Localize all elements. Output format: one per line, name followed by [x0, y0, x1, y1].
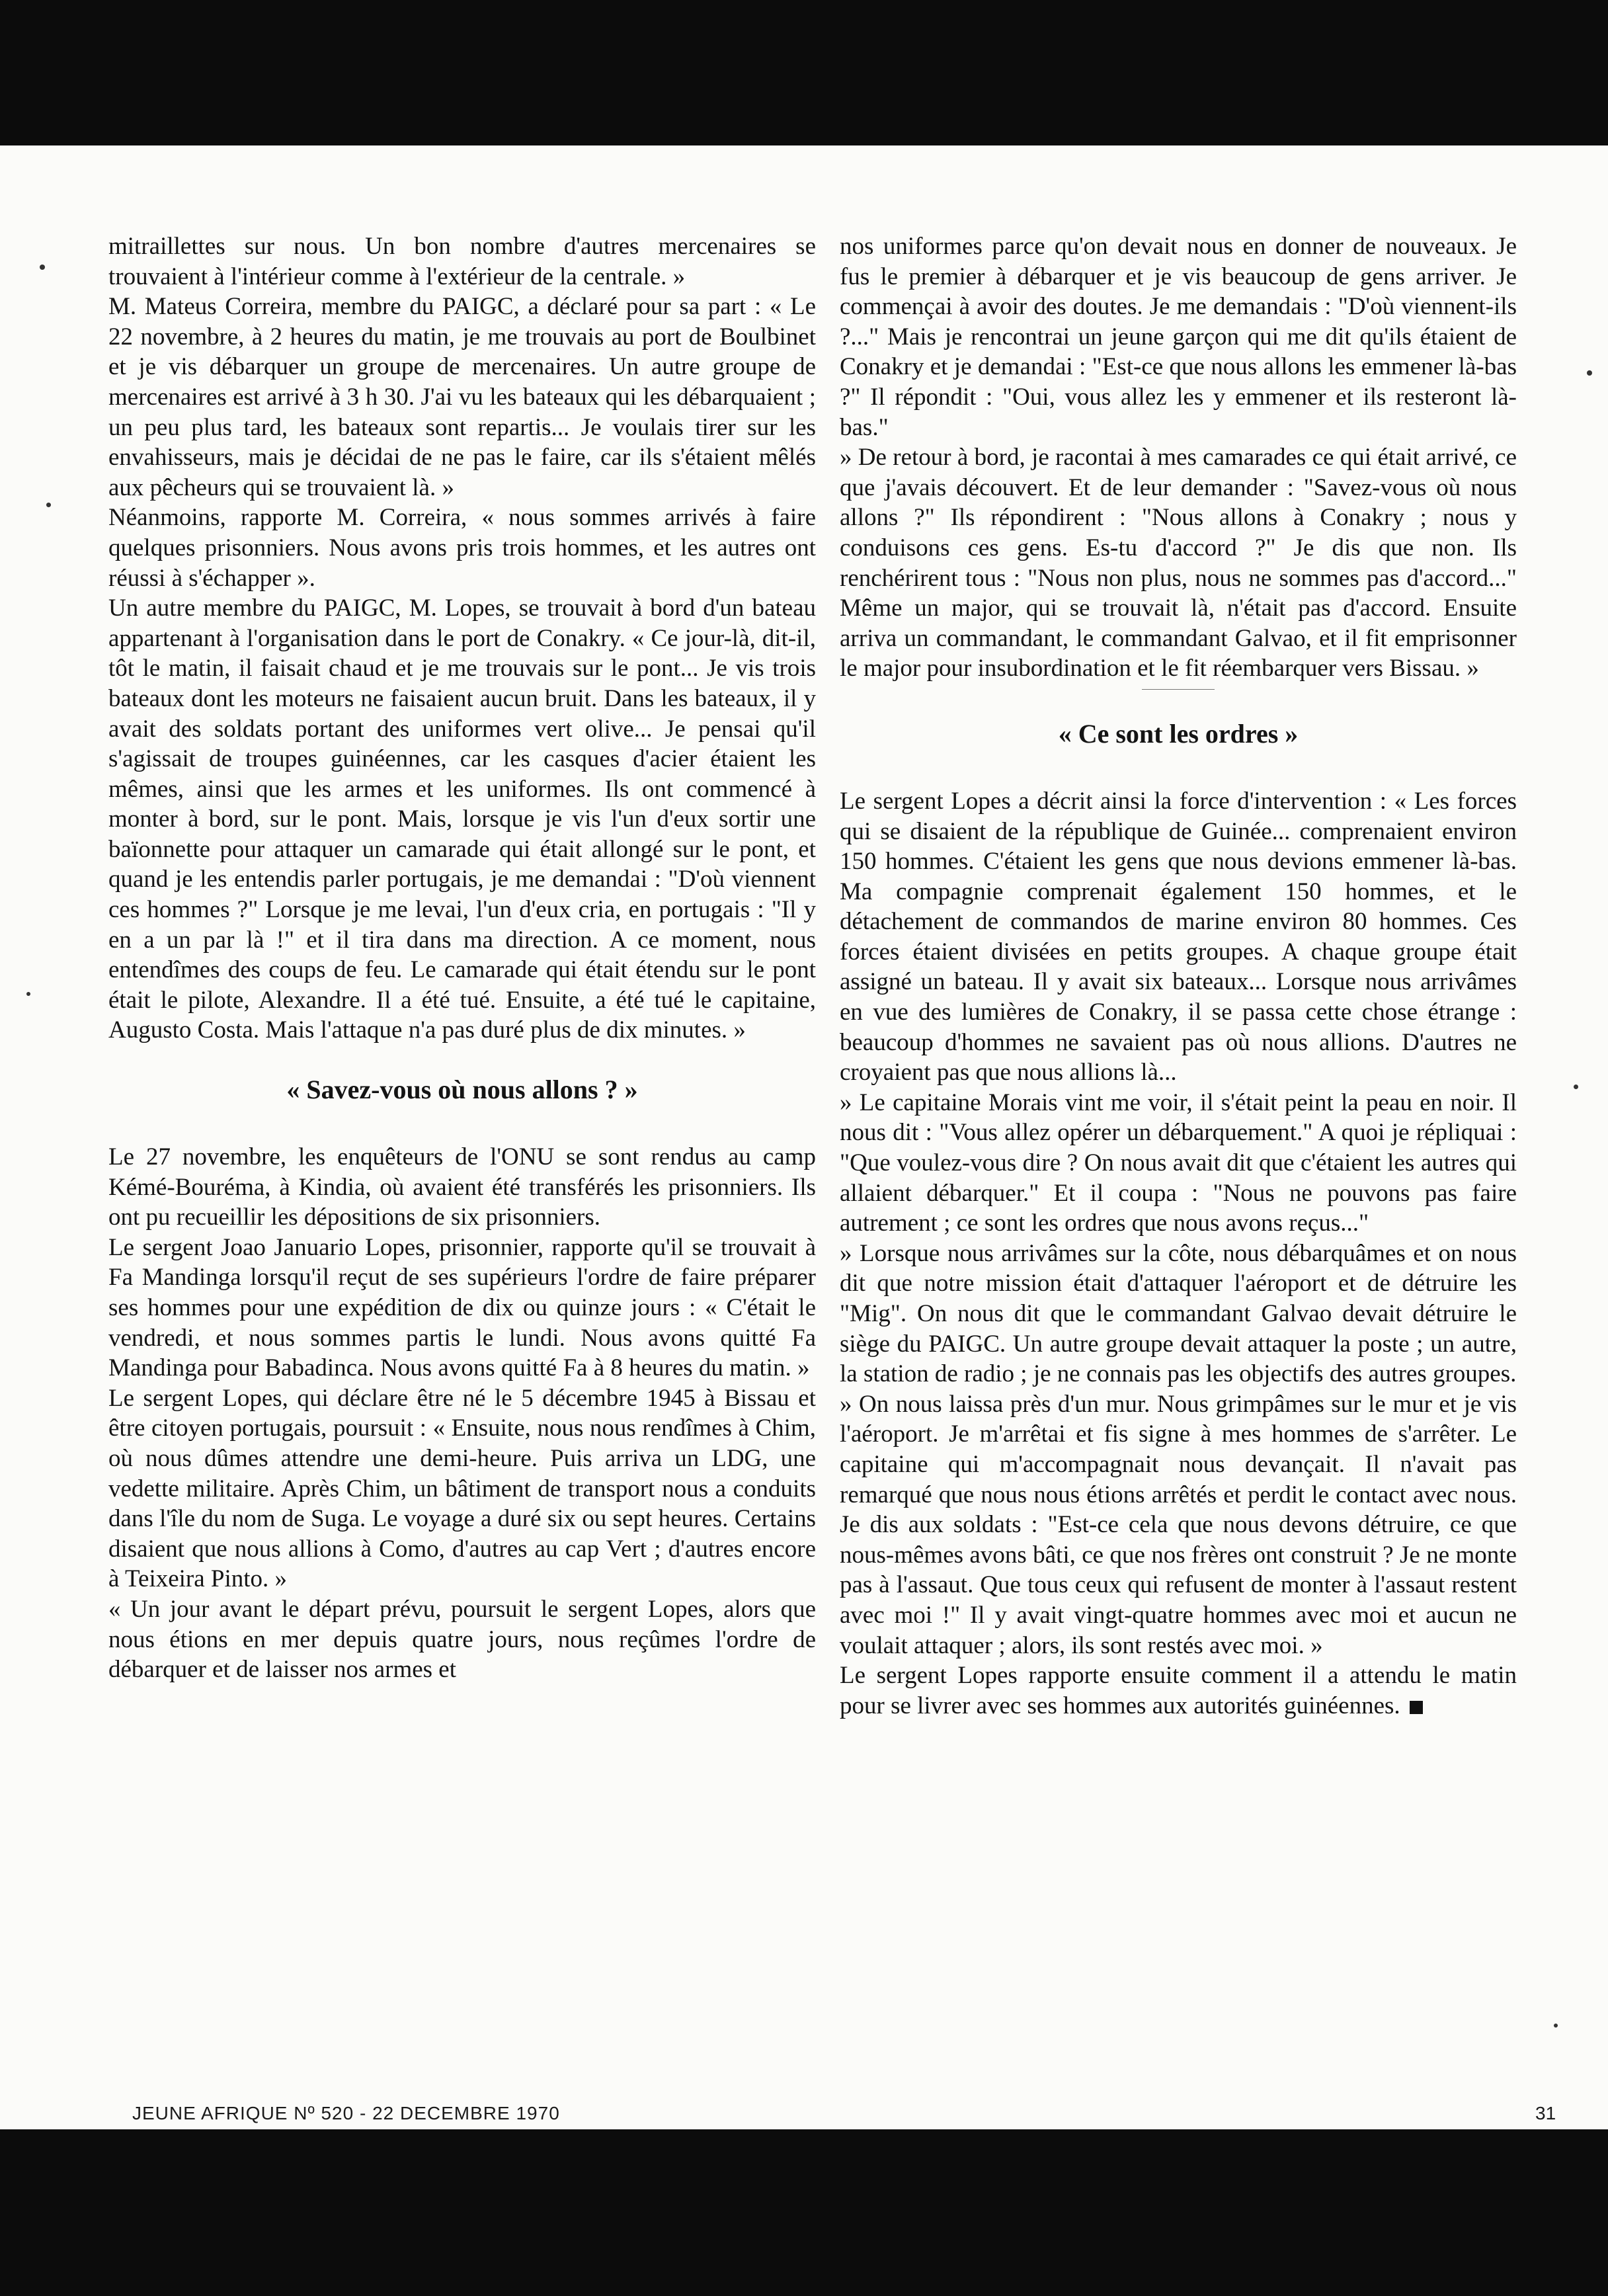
paragraph: Le 27 novembre, les enquêteurs de l'ONU se sont rendus au camp Kémé-Bouréma, à Kindia, où avaient été transférés les prisonniers. Ils ont pu recueillir les dépositions de six prisonniers.	[108, 1143, 816, 1231]
scan-speck	[40, 265, 45, 270]
scan-speck	[1574, 1085, 1578, 1089]
end-of-article-mark	[1410, 1701, 1423, 1714]
paragraph: M. Mateus Correira, membre du PAIGC, a déclaré pour sa part : « Le 22 novembre, à 2 heures du matin, je me trouvais au port de Boulbinet et je vis débarquer un groupe de mercenaires. Un autre groupe de mercenaires est arrivé à 3 h 30. J'ai vu les bateaux qui les débarquaient ; un peu plus tard, les bateaux sont repartis... Je voulais tirer sur les envahisseurs, mais je décidai de ne pas le faire, car ils s'étaient mêlés aux pêcheurs qui se trouvaient là. »	[108, 293, 816, 501]
scan-speck	[1554, 2024, 1558, 2028]
paragraph: mitraillettes sur nous. Un bon nombre d'autres mercenaires se trouvaient à l'intérieur comme à l'extérieur de la centrale. »	[108, 233, 816, 290]
paragraph: Le sergent Lopes, qui déclare être né le 5 décembre 1945 à Bissau et être citoyen portugais, poursuit : « Ensuite, nous nous rendîmes à Chim, où nous dûmes attendre une demi-heure. Puis arriva un LDG, une vedette militaire. Après Chim, un bâtiment de transport nous a conduits dans l'île du nom de Suga. Le voyage a duré six ou sept heures. Certains disaient que nous allions à Como, d'autres au cap Vert ; d'autres encore à Teixeira Pinto. »	[108, 1384, 816, 1593]
page-number: 31	[1535, 2103, 1556, 2123]
scan-speck	[26, 992, 30, 996]
footer-publication: JEUNE AFRIQUE Nº 520 - 22 DECEMBRE 1970	[132, 2103, 560, 2123]
paragraph: Néanmoins, rapporte M. Correira, « nous sommes arrivés à faire quelques prisonniers. Nous avons pris trois hommes, et les autres ont réussi à s'échapper ».	[108, 504, 816, 592]
paragraph: nos uniformes parce qu'on devait nous en donner de nouveaux. Je fus le premier à débarquer et je vis beaucoup de gens arriver. Je commençai à avoir des doutes. Je me demandais : "D'où viennent-ils ?..." Mais je rencontrai un jeune garçon qui me dit qu'ils étaient de Conakry et je demandai : "Est-ce que nous allons les emmener là-bas ?" Il répondit : "Oui, vous allez les y emmener et ils resteront là-bas."	[840, 233, 1517, 441]
scan-speck	[46, 503, 51, 507]
section-heading: « Ce sont les ordres »	[1058, 718, 1299, 749]
paragraph: » Lorsque nous arrivâmes sur la côte, nous débarquâmes et on nous dit que notre mission était d'attaquer l'aéroport et de détruire les "Mig". On nous dit que le commandant Galvao devait détruire le siège du PAIGC. Un autre groupe devait attaquer la poste ; un autre, la station de radio ; je ne connais pas les objectifs des autres groupes.	[840, 1239, 1517, 1388]
scan-border-bottom	[0, 2129, 1608, 2296]
paragraph-text: Le sergent Lopes rapporte ensuite comment il a attendu le matin pour se livrer avec ses hommes aux autorités guinéennes.	[840, 1662, 1517, 1719]
scan-border-top	[0, 0, 1608, 145]
article-column-left	[108, 231, 816, 1685]
paragraph: Un autre membre du PAIGC, M. Lopes, se trouvait à bord d'un bateau appartenant à l'organisation dans le port de Conakry. « Ce jour-là, dit-il, tôt le matin, il faisait chaud et je me trouvais sur le pont... Je vis trois bateaux dont les moteurs ne faisaient aucun bruit. Dans les bateaux, il y avait des soldats portant des uniformes vert olive... Je pensai qu'il s'agissait de troupes guinéennes, car les casques d'acier étaient les mêmes, ainsi que les armes et les uniformes. Ils ont commencé à monter à bord, sur le pont. Mais, lorsque je vis l'un d'eux sortir une baïonnette pour attaquer un camarade qui était allongé sur le pont, et quand je les entendis parler portugais, je me demandai : "D'où viennent ces hommes ?" Lorsque je me levai, l'un d'eux cria, en portugais : "Il y en a un par là !" et il tira dans ma direction. A ce moment, nous entendîmes des coups de feu. Le camarade qui était étendu sur le pont était le pilote, Alexandre. Il a été tué. Ensuite, a été tué le capitaine, Augusto Costa. Mais l'attaque n'a pas duré plus de dix minutes. »	[108, 594, 816, 1044]
paragraph: » Le capitaine Morais vint me voir, il s'était peint la peau en noir. Il nous dit : "Vous allez opérer un débarquement." A quoi je répliquai : "Que voulez-vous dire ? On nous avait dit que c'étaient les autres qui allaient débarquer." Et il coupa : "Nous ne pouvons pas faire autrement ; ce sont les ordres que nous avons reçus..."	[840, 1088, 1517, 1237]
paragraph-last	[840, 1660, 1517, 1721]
paragraph: » On nous laissa près d'un mur. Nous grimpâmes sur le mur et je vis l'aéroport. Je m'arrêtai et fis signe à mes hommes de s'arrêter. Le capitaine qui m'accompagnait nous devançait. Il n'avait pas remarqué que nous nous étions arrêtés et perdit le contact avec nous. Je dis aux soldats : "Est-ce cela que nous devons détruire, ce que nous-mêmes avons bâti, ce que nos frères ont construit ? Je ne monte pas à l'assaut. Que tous ceux qui refusent de monter à l'assaut restent avec moi !" Il y avait vingt-quatre hommes avec moi et aucun ne voulait attaquer ; alors, ils sont restés avec moi. »	[840, 1390, 1517, 1659]
paragraph: Le sergent Joao Januario Lopes, prisonnier, rapporte qu'il se trouvait à Fa Mandinga lorsqu'il reçut de ses supérieurs l'ordre de faire préparer ses hommes pour une expédition de dix ou quinze jours : « C'était le vendredi, et nous sommes partis le lundi. Nous avons quitté Fa Mandinga pour Babadinca. Nous avons quitté Fa à 8 heures du matin. »	[108, 1233, 816, 1382]
article-column-right	[840, 231, 1517, 1721]
paragraph: « Un jour avant le départ prévu, poursuit le sergent Lopes, alors que nous étions en mer depuis quatre jours, nous reçûmes l'ordre de débarquer et de laisser nos armes et	[108, 1595, 816, 1684]
scan-speck	[1587, 370, 1592, 376]
section-heading: « Savez-vous où nous allons ? »	[286, 1075, 638, 1105]
paragraph: Le sergent Lopes a décrit ainsi la force d'intervention : « Les forces qui se disaient de la république de Guinée... comprenaient environ 150 hommes. C'étaient les gens que nous devions emmener là-bas. Ma compagnie comprenait également 150 hommes, et le détachement de commandos de marine environ 80 hommes. Ces forces étaient divisées en petits groupes. A chaque groupe était assigné un bateau. Il y avait six bateaux... Lorsque nous arrivâmes en vue des lumières de Conakry, il se passa cette chose étrange : beaucoup d'hommes ne savaient pas où nous allions. D'autres ne croyaient pas que nous allions là...	[840, 787, 1517, 1086]
divider	[1142, 689, 1215, 690]
paragraph: » De retour à bord, je racontai à mes camarades ce qui était arrivé, ce que j'avais découvert. Et de leur demander : "Savez-vous où nous allons ?" Ils répondirent : "Nous allons à Conakry ; nous y conduisons ces gens. Es-tu d'accord ?" Je dis que non. Ils renchérirent tous : "Nous non plus, nous ne sommes pas d'accord..." Même un major, qui se trouvait là, n'était pas d'accord. Ensuite arriva un commandant, le commandant Galvao, et il fit emprisonner le major pour insubordination et le fit réembarquer vers Bissau. »	[840, 444, 1517, 682]
